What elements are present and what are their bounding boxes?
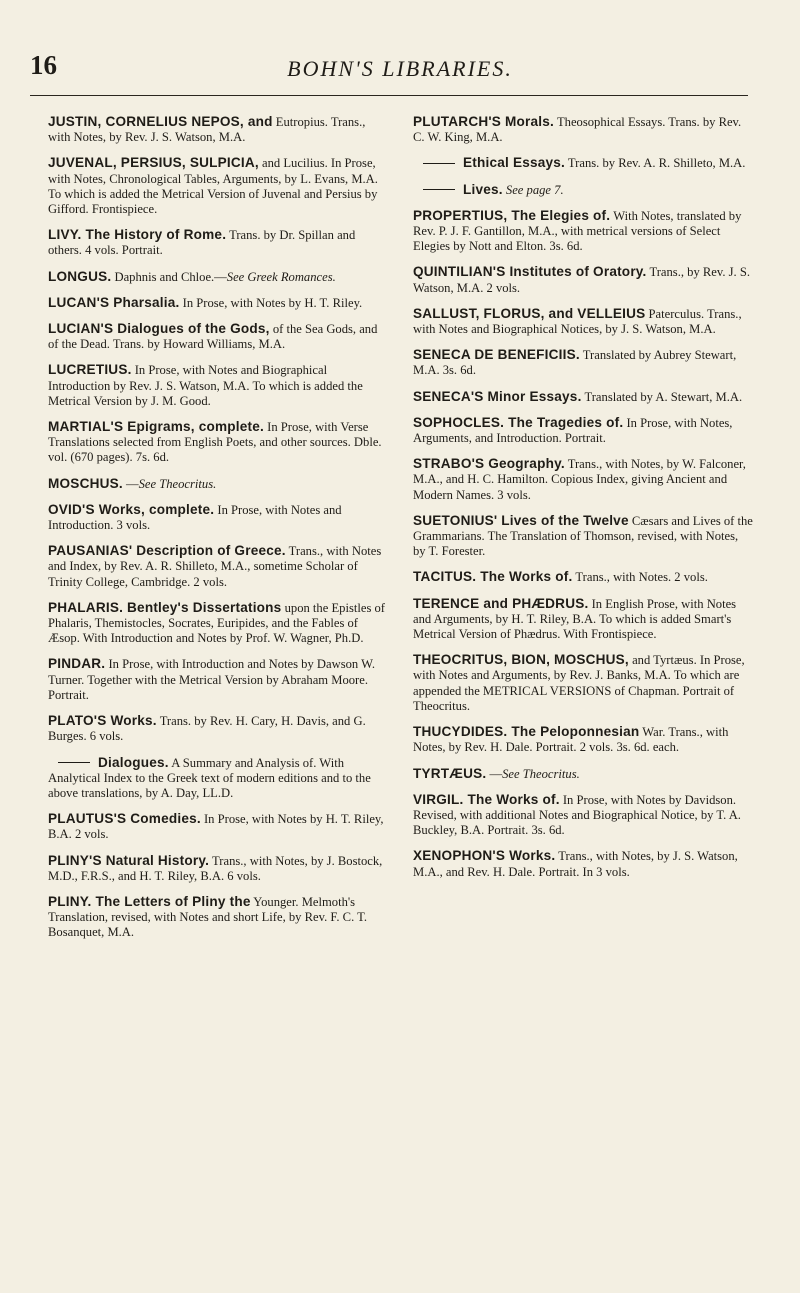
catalogue-entry <box>413 724 753 755</box>
catalogue-entry <box>48 362 388 409</box>
entry-cross-reference: See page 7. <box>505 182 564 197</box>
entry-title: JUSTIN, CORNELIUS NEPOS, and <box>48 114 273 129</box>
entry-title: LUCIAN'S Dialogues of the Gods, <box>48 321 270 337</box>
entry-description: — <box>126 476 139 491</box>
catalogue-entry <box>48 811 388 842</box>
entry-title: STRABO'S Geography. <box>413 456 565 472</box>
catalogue-entry <box>413 415 753 446</box>
entry-title: PLUTARCH'S Morals. <box>413 114 555 129</box>
right-column <box>413 114 753 890</box>
ditto-dash <box>423 189 455 190</box>
catalogue-entry <box>413 848 753 879</box>
entry-title: PAUSANIAS' Description of Greece. <box>48 543 286 559</box>
entry-title: PROPERTIUS, The Elegies of. <box>413 207 611 223</box>
entry-title: MOSCHUS. <box>48 475 123 491</box>
entry-title: THUCYDIDES. The Peloponnesian <box>413 724 640 740</box>
entry-title: TACITUS. The Works of. <box>413 569 573 585</box>
catalogue-entry <box>48 894 388 941</box>
entry-description: Trans., with Notes, by J. Bostock, M.D., F.R.S., and H. T. Riley, B.A. 6 vols. <box>48 853 383 883</box>
catalogue-entry <box>48 853 388 884</box>
running-title: BOHN'S LIBRARIES. <box>287 56 513 81</box>
catalogue-entry <box>413 389 753 405</box>
catalogue-entry <box>413 596 753 643</box>
catalogue-entry <box>413 347 753 378</box>
entry-title: PHALARIS. Bentley's Dissertations <box>48 599 282 615</box>
entry-description: In Prose, with Notes by H. T. Riley. <box>182 295 363 310</box>
entry-title: SUETONIUS' Lives of the Twelve <box>413 512 629 528</box>
entry-description: — <box>489 766 503 781</box>
entry-description: Trans. by Dr. Spillan and others. 4 vols. Portrait. <box>48 228 356 258</box>
catalogue-entry <box>48 114 388 145</box>
entry-description: Trans., by Rev. J. S. Watson, M.A. 2 vols. <box>413 265 751 295</box>
entry-title: JUVENAL, PERSIUS, SULPICIA, <box>48 155 259 171</box>
catalogue-entry <box>48 419 388 466</box>
entry-title: XENOPHON'S Works. <box>413 848 556 864</box>
catalogue-entry <box>48 502 388 533</box>
entry-title: Dialogues. <box>98 754 169 770</box>
entry-title: PLATO'S Works. <box>48 713 157 729</box>
entry-description: Trans., with Notes, by W. Falconer, M.A., and H. C. Hamilton. Copious Index, giving Ancient and Modern Names. 3 vols. <box>413 457 746 502</box>
entry-description: upon the Epistles of Phalaris, Themistocles, Socrates, Euripides, and the Fables of Æsop. With Introduction and Notes by Prof. W. Wagner, Ph.D. <box>48 600 385 646</box>
catalogue-entry <box>413 513 753 560</box>
catalogue-entry <box>48 656 388 703</box>
entry-description: and Tyrtæus. In Prose, with Notes and Arguments, by Rev. J. Banks, M.A. To which are appended the METRICAL VERSIONS of Chapman. Portrait of Theocritus. <box>413 653 745 713</box>
entry-description: Trans. by Rev. H. Cary, H. Davis, and G. Burges. 6 vols. <box>48 714 366 744</box>
entry-description: In Prose, with Notes, Arguments, and Introduction. Portrait. <box>413 415 733 446</box>
catalogue-entry <box>413 114 753 145</box>
entry-title: SALLUST, FLORUS, and VELLEIUS <box>413 305 646 321</box>
header-rule <box>30 95 748 96</box>
entry-title: MARTIAL'S Epigrams, complete. <box>48 419 264 435</box>
entry-cross-reference: See Greek Romances. <box>226 269 336 284</box>
entry-description: Trans., with Notes and Index, by Rev. A. R. Shilleto, M.A., sometime Scholar of Trinity College, Cambridge. 2 vols. <box>48 544 382 589</box>
entry-title: Lives. <box>463 181 503 197</box>
entry-title: LONGUS. <box>48 268 112 284</box>
entry-description: Trans., with Notes. 2 vols. <box>575 570 708 585</box>
entry-title: PLAUTUS'S Comedies. <box>48 811 201 827</box>
entry-description: In English Prose, with Notes and Arguments, by H. T. Riley, B.A. To which is added Smart's Metrical Version of Phædrus. With Frontispiece. <box>413 596 737 642</box>
left-column <box>48 114 388 951</box>
entry-title: OVID'S Works, complete. <box>48 501 215 517</box>
catalogue-entry <box>48 543 388 590</box>
catalogue-entry <box>48 476 388 492</box>
entry-title: LUCAN'S Pharsalia. <box>48 294 180 310</box>
catalogue-entry <box>413 208 753 255</box>
page-number: 16 <box>30 50 57 80</box>
catalogue-entry <box>413 306 753 337</box>
catalogue-entry <box>413 792 753 839</box>
catalogue-entry <box>48 269 388 285</box>
catalogue-entry <box>48 755 388 802</box>
entry-title: TYRTÆUS. <box>413 765 487 781</box>
catalogue-entry <box>413 264 753 295</box>
entry-title: LIVY. The History of Rome. <box>48 227 227 243</box>
entry-title: VIRGIL. The Works of. <box>413 791 560 807</box>
entry-description: Younger. Melmoth's Translation, revised, with Notes and short Life, by Rev. F. C. T. Bosanquet, M.A. <box>48 894 368 940</box>
ditto-dash <box>423 163 455 164</box>
entry-title: QUINTILIAN'S Institutes of Oratory. <box>413 264 647 280</box>
entry-title: PLINY'S Natural History. <box>48 852 210 868</box>
catalogue-entry <box>413 766 753 782</box>
catalogue-entry <box>413 652 753 714</box>
entry-description: In Prose, with Notes by H. T. Riley, B.A. 2 vols. <box>48 812 384 842</box>
entry-description: Eutropius. Trans., with Notes, by Rev. J. S. Watson, M.A. <box>48 115 366 145</box>
catalogue-entry <box>413 155 753 171</box>
catalogue-entry <box>413 182 753 198</box>
entry-description: of the Sea Gods, and of the Dead. Trans. by Howard Williams, M.A. <box>48 322 378 352</box>
entry-description: and Lucilius. In Prose, with Notes, Chronological Tables, Arguments, by L. Evans, M.A. To which is added the Metrical Version of Juvenal and Persius by Gifford. Frontispiece. <box>48 156 378 217</box>
catalogue-entry <box>413 569 753 585</box>
catalogue-entry <box>48 155 388 217</box>
entry-description: Cæsars and Lives of the Grammarians. The Translation of Thomson, revised, with Notes, by T. Forester. <box>413 513 753 559</box>
entry-description: In Prose, with Notes by Davidson. Revised, with additional Notes and Biographical Notice, by T. A. Buckley, B.A. Portrait. 3s. 6d. <box>413 792 741 838</box>
entry-description: Trans. by Rev. A. R. Shilleto, M.A. <box>567 156 746 171</box>
entry-description: With Notes, translated by Rev. P. J. F. Gantillon, M.A., with metrical versions of Select Elegies by Nott and Elton. 3s. 6d. <box>413 208 742 254</box>
entry-description: Translated by A. Stewart, M.A. <box>584 389 743 404</box>
entry-description: Trans., with Notes, by J. S. Watson, M.A., and Rev. H. Dale. Portrait. In 3 vols. <box>413 849 738 879</box>
entry-title: LUCRETIUS. <box>48 362 132 378</box>
catalogue-entry <box>48 600 388 647</box>
entry-title: SENECA'S Minor Essays. <box>413 388 582 404</box>
catalogue-entry <box>48 227 388 258</box>
ditto-dash <box>58 762 90 763</box>
entry-description: Translated by Aubrey Stewart, M.A. 3s. 6d. <box>413 348 737 378</box>
catalogue-entry <box>413 456 753 503</box>
entry-description: In Prose, with Notes and Introduction. 3 vols. <box>48 502 342 533</box>
page-header <box>0 52 800 104</box>
entry-description: A Summary and Analysis of. With Analytical Index to the Greek text of modern editions and to the above translations, by A. Day, LL.D. <box>48 755 371 800</box>
entry-title: TERENCE and PHÆDRUS. <box>413 595 589 611</box>
entry-title: SOPHOCLES. The Tragedies of. <box>413 414 624 430</box>
catalogue-entry <box>48 295 388 311</box>
entry-description: In Prose, with Introduction and Notes by Dawson W. Turner. Together with the Metrical Version by Abraham Moore. Portrait. <box>48 657 375 702</box>
entry-title: PINDAR. <box>48 656 106 672</box>
entry-description: Daphnis and Chloe.— <box>114 269 227 284</box>
entry-title: SENECA DE BENEFICIIS. <box>413 347 580 363</box>
catalogue-entry <box>48 321 388 352</box>
entry-title: Ethical Essays. <box>463 155 565 171</box>
entry-cross-reference: See Theocritus. <box>502 766 580 781</box>
entry-cross-reference: See Theocritus. <box>138 476 217 491</box>
entry-title: PLINY. The Letters of Pliny the <box>48 893 251 909</box>
entry-description: Paterculus. Trans., with Notes and Biographical Notices, by J. S. Watson, M.A. <box>413 306 742 337</box>
entry-description: Theosophical Essays. Trans. by Rev. C. W. King, M.A. <box>413 115 742 145</box>
entry-title: THEOCRITUS, BION, MOSCHUS, <box>413 652 629 668</box>
entry-description: War. Trans., with Notes, by Rev. H. Dale. Portrait. 2 vols. 3s. 6d. each. <box>413 725 729 755</box>
entry-description: In Prose, with Verse Translations selected from English Poets, and other sources. Dble. vol. (670 pages). 7s. 6d. <box>48 420 382 465</box>
catalogue-entry <box>48 713 388 744</box>
entry-description: In Prose, with Notes and Biographical Introduction by Rev. J. S. Watson, M.A. To which is added the Metrical Version by J. M. Good. <box>48 363 363 408</box>
